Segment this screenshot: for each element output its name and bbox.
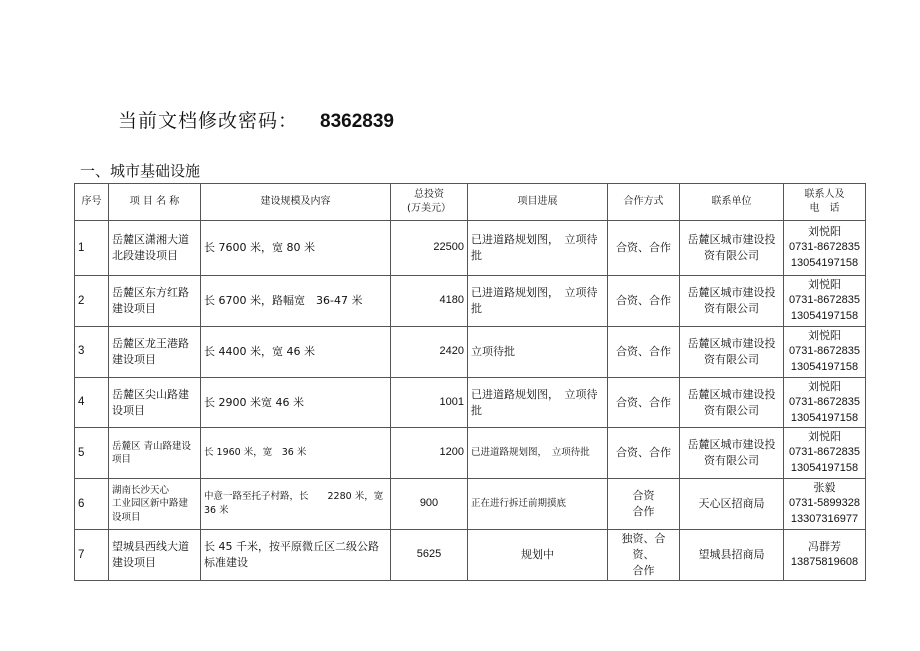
cell-progress: 规划中 bbox=[468, 530, 608, 581]
cell-unit: 望城县招商局 bbox=[680, 530, 784, 581]
table-row bbox=[75, 428, 866, 479]
header-investment-line2: (万美元） bbox=[407, 203, 451, 214]
cell-unit: 岳麓区城市建设投资有限公司 bbox=[680, 221, 784, 276]
cell-scale: 长 4400 米，宽 46 米 bbox=[201, 326, 391, 377]
cell-progress: 已进道路规划图， 立项待批 bbox=[468, 221, 608, 276]
cell-contact bbox=[784, 221, 866, 276]
cell-progress: 已进道路规划图， 立项待批 bbox=[468, 276, 608, 327]
contact-name: 刘悦阳 bbox=[808, 430, 841, 444]
contact-phone: 0731-8672835 bbox=[789, 293, 860, 306]
cell-progress: 正在进行拆迁前期摸底 bbox=[468, 479, 608, 530]
cell-name bbox=[109, 479, 201, 530]
header-investment-line1: 总投资 bbox=[414, 188, 444, 200]
cell-name: 岳麓区尖山路建设项目 bbox=[109, 377, 201, 428]
contact-phone: 0731-8672835 bbox=[789, 446, 860, 459]
cell-scale: 长 1960 米，宽 36 米 bbox=[201, 428, 391, 479]
cell-cooperation bbox=[608, 479, 680, 530]
password-label: 当前文档修改密码： bbox=[118, 110, 299, 132]
cell-seq: 4 bbox=[75, 377, 109, 428]
cell-seq: 5 bbox=[75, 428, 109, 479]
header-name: 项 目 名 称 bbox=[109, 184, 201, 221]
header-progress: 项目进展 bbox=[468, 184, 608, 221]
cell-cooperation: 合资、合作 bbox=[608, 276, 680, 327]
cell-name: 望城县西线大道建设项目 bbox=[109, 530, 201, 581]
cell-cooperation-line1: 合资 bbox=[632, 489, 655, 503]
cell-cooperation: 合资、合作 bbox=[608, 326, 680, 377]
header-contact bbox=[784, 184, 866, 221]
header-contact-line1: 联系人及 bbox=[804, 188, 845, 200]
contact-name: 刘悦阳 bbox=[808, 278, 841, 291]
table-header-row bbox=[75, 184, 866, 221]
cell-scale: 中意一路至托子村路，长 2280 米，宽 36 米 bbox=[201, 479, 391, 530]
cell-investment: 4180 bbox=[391, 276, 468, 327]
cell-cooperation-line2: 合作 bbox=[632, 564, 655, 578]
cell-unit: 岳麓区城市建设投资有限公司 bbox=[680, 326, 784, 377]
contact-mobile: 13054197158 bbox=[790, 309, 859, 322]
cell-name: 岳麓区龙王港路建设项目 bbox=[109, 326, 201, 377]
section-title: 一、城市基础设施 bbox=[80, 162, 201, 180]
cell-scale: 长 6700 米，路幅宽 36-47 米 bbox=[201, 276, 391, 327]
cell-unit: 天心区招商局 bbox=[680, 479, 784, 530]
password-line bbox=[118, 106, 394, 132]
contact-name: 冯群芳 bbox=[808, 540, 841, 554]
password-code: 8362839 bbox=[320, 111, 394, 132]
cell-seq: 6 bbox=[75, 479, 109, 530]
table-row bbox=[75, 530, 866, 581]
cell-scale: 长 2900 米宽 46 米 bbox=[201, 377, 391, 428]
cell-progress: 已进道路规划图， 立项待批 bbox=[468, 377, 608, 428]
cell-seq: 3 bbox=[75, 326, 109, 377]
cell-name: 岳麓区 青山路建设项目 bbox=[109, 428, 201, 479]
project-table bbox=[74, 183, 866, 581]
cell-contact bbox=[784, 530, 866, 581]
cell-investment: 900 bbox=[391, 479, 468, 530]
cell-contact bbox=[784, 377, 866, 428]
cell-name: 岳麓区东方红路建设项目 bbox=[109, 276, 201, 327]
cell-unit: 岳麓区城市建设投资有限公司 bbox=[680, 276, 784, 327]
header-cooperation: 合作方式 bbox=[608, 184, 680, 221]
contact-mobile: 13307316977 bbox=[790, 513, 859, 526]
contact-phone: 13875819608 bbox=[790, 556, 859, 569]
cell-progress: 已进道路规划图， 立项待批 bbox=[468, 428, 608, 479]
table-row bbox=[75, 276, 866, 327]
contact-phone: 0731-8672835 bbox=[789, 344, 860, 357]
header-unit: 联系单位 bbox=[680, 184, 784, 221]
cell-scale: 长 7600 米，宽 80 米 bbox=[201, 221, 391, 276]
cell-investment: 5625 bbox=[391, 530, 468, 581]
table-row bbox=[75, 326, 866, 377]
table-row bbox=[75, 221, 866, 276]
contact-mobile: 13054197158 bbox=[790, 256, 859, 269]
cell-contact bbox=[784, 428, 866, 479]
cell-contact bbox=[784, 479, 866, 530]
cell-cooperation bbox=[608, 530, 680, 581]
cell-cooperation-line2: 合作 bbox=[632, 505, 655, 519]
header-contact-line2: 电 话 bbox=[809, 203, 840, 214]
contact-mobile: 13054197158 bbox=[790, 360, 859, 373]
cell-seq: 7 bbox=[75, 530, 109, 581]
contact-phone: 0731-5899328 bbox=[789, 497, 860, 510]
contact-name: 张毅 bbox=[813, 481, 836, 495]
table-row bbox=[75, 377, 866, 428]
contact-name: 刘悦阳 bbox=[808, 328, 841, 342]
cell-progress: 立项待批 bbox=[468, 326, 608, 377]
cell-name-line1: 湖南长沙天心 bbox=[112, 484, 170, 496]
cell-cooperation: 合资、合作 bbox=[608, 428, 680, 479]
cell-scale: 长 45 千米，按平原微丘区二级公路标准建设 bbox=[201, 530, 391, 581]
cell-seq: 1 bbox=[75, 221, 109, 276]
cell-investment: 2420 bbox=[391, 326, 468, 377]
header-investment bbox=[391, 184, 468, 221]
header-seq: 序号 bbox=[75, 184, 109, 221]
contact-mobile: 13054197158 bbox=[790, 411, 859, 424]
cell-cooperation: 合资、合作 bbox=[608, 377, 680, 428]
contact-name: 刘悦阳 bbox=[808, 379, 841, 393]
header-scale: 建设规模及内容 bbox=[201, 184, 391, 221]
cell-investment: 1001 bbox=[391, 377, 468, 428]
table-row bbox=[75, 479, 866, 530]
cell-contact bbox=[784, 276, 866, 327]
cell-name-line2: 工业园区新中路建设项目 bbox=[112, 498, 189, 524]
cell-unit: 岳麓区城市建设投资有限公司 bbox=[680, 428, 784, 479]
contact-mobile: 13054197158 bbox=[790, 462, 859, 475]
cell-name: 岳麓区潇湘大道北段建设项目 bbox=[109, 221, 201, 276]
cell-investment: 22500 bbox=[391, 221, 468, 276]
cell-contact bbox=[784, 326, 866, 377]
contact-name: 刘悦阳 bbox=[808, 225, 841, 239]
cell-seq: 2 bbox=[75, 276, 109, 327]
contact-phone: 0731-8672835 bbox=[789, 241, 860, 254]
cell-cooperation: 合资、合作 bbox=[608, 221, 680, 276]
cell-cooperation-line1: 独资、合资、 bbox=[621, 532, 666, 562]
cell-unit: 岳麓区城市建设投资有限公司 bbox=[680, 377, 784, 428]
cell-investment: 1200 bbox=[391, 428, 468, 479]
contact-phone: 0731-8672835 bbox=[789, 395, 860, 408]
